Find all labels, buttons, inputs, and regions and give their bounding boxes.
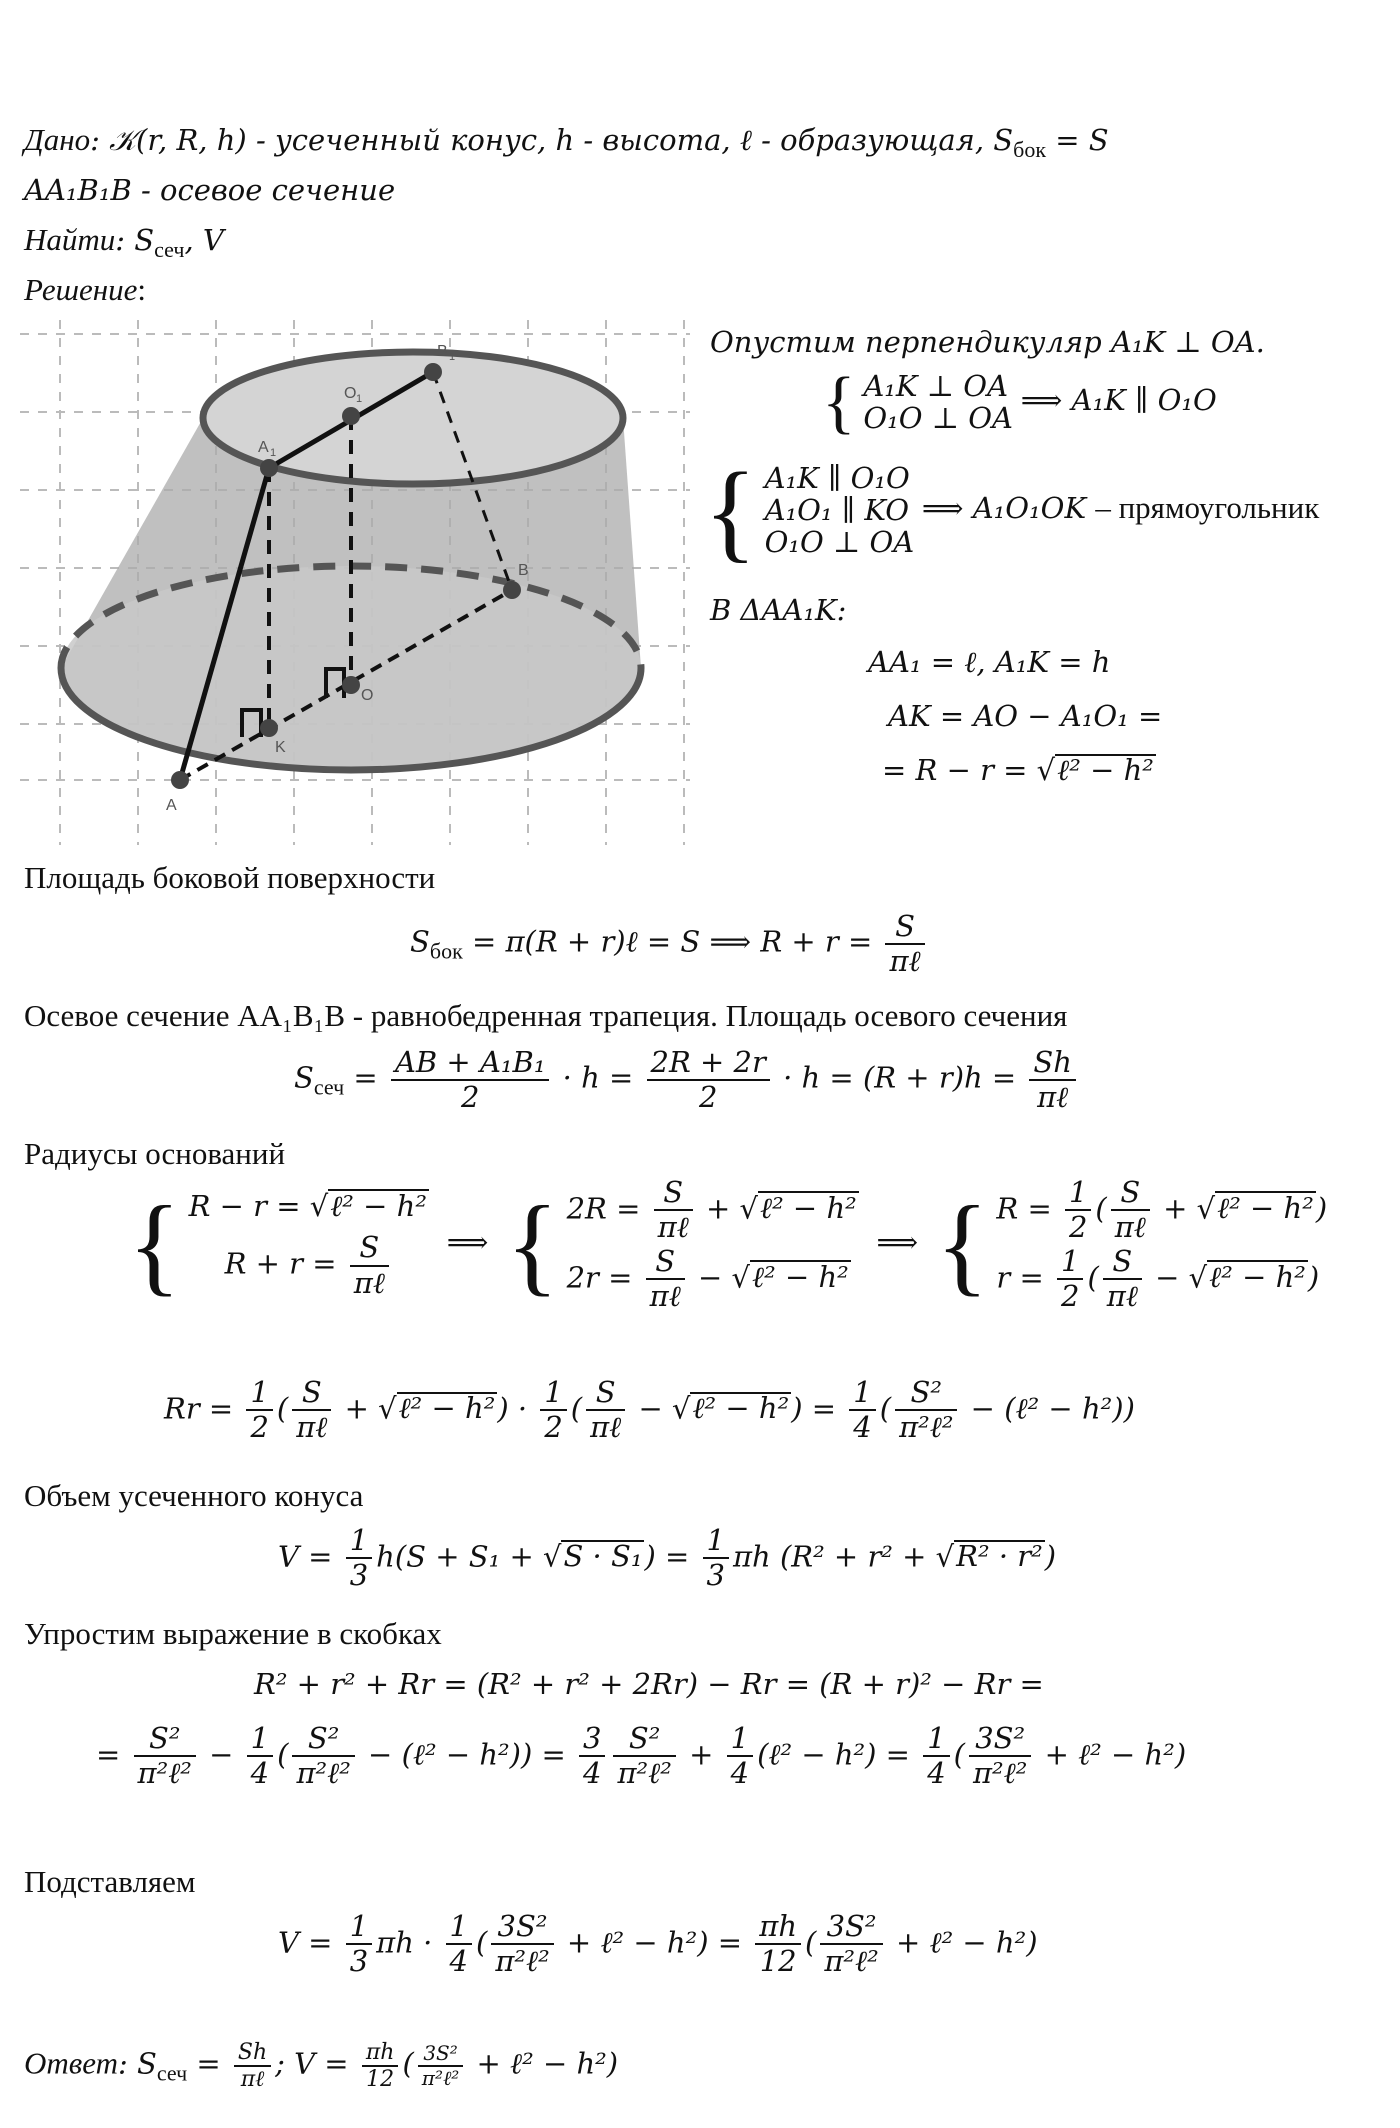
label-O: O	[361, 687, 374, 704]
brace-icon: {	[704, 450, 757, 572]
find-line	[24, 224, 224, 261]
given-text: : 𝒦(r, R, h) - усеченный конус, h - высота, ℓ - образующая, S	[90, 123, 1014, 157]
given2-line	[24, 174, 395, 205]
label-O1-sub: 1	[356, 393, 363, 405]
label-A1: A	[258, 439, 269, 456]
truncated-cone-figure	[20, 320, 690, 850]
point-K	[260, 719, 278, 737]
given-line	[24, 124, 1109, 161]
point-A	[171, 771, 189, 789]
point-O1	[342, 407, 360, 425]
given-sub: бок	[1013, 137, 1047, 163]
step1-system1: { A₁K ⊥ OA O₁O ⊥ OA ⟹ A₁K ∥ O₁O	[822, 364, 1217, 441]
substitute-title: Подставляем	[24, 1864, 196, 1899]
lateral-title: Площадь боковой поверхности	[24, 860, 436, 895]
brace-icon: {	[822, 364, 856, 441]
answer-line: Ответ: $S_{сеч}$ = $\frac{Sh}{\text{πℓ}}$ ; V = $\frac{\pi h}{12}$ ( $\frac{\text{3S²}}{\text{π²ℓ²}}$ + ℓ² − h²)	[24, 2040, 619, 2093]
label-O1: O	[344, 385, 357, 402]
substitute-formula: V = $\frac{1}{3}$ πh · $\frac{1}{4}$ ( $\frac{\text{3S²}}{\text{π²ℓ²}}$ + ℓ² − h²) = $\frac{\pi h}{12}$ ( $\frac{\text{3S²}}{\text{π²ℓ²}}$ + ℓ² − h²)	[278, 1909, 1038, 1979]
label-B1-sub: 1	[449, 351, 456, 363]
simplify-title: Упростим выражение в скобках	[24, 1616, 442, 1651]
axial-formula: $S_{сеч}$ = $\frac{\text{AB + A₁B₁}}{2}$ · h = $\frac{2R + 2r}{2}$ · h = (R + r)h = $\frac{Sh}{\text{πℓ}}$	[294, 1046, 1080, 1115]
point-A1	[260, 459, 278, 477]
step1-eq1: AA₁ = ℓ, A₁K = h	[868, 645, 1111, 679]
find-text: : S	[115, 223, 155, 257]
given-tail: = S	[1046, 123, 1109, 157]
find-label: Найти	[24, 222, 116, 257]
radii-system: { R − r = √ℓ² − h² R + r = $\frac{S}{\text{πℓ}}$ ⟹ { 2R = $\frac{S}{\text{πℓ}}$ + √ℓ² − h² 2r = $\frac{S}{\text{πℓ}}$ − √ℓ² − h² ⟹ { R = $\frac{1}{2}$ ( $\frac{S}{\text{πℓ}}$ + √ℓ² − h²) r = $\frac{1}{2}$ ( $\frac{S}{\text{πℓ}}$ − √ℓ² − h²)	[128, 1175, 1328, 1314]
step1-eq2: AK = AO − A₁O₁ =	[888, 699, 1163, 733]
given-label: Дано	[24, 122, 91, 157]
lateral-formula: $S_{бок} = \pi(R$ + r)ℓ = S ⟹ R + r = $\frac{S}{\text{πℓ}}$	[410, 910, 929, 979]
label-B1: B	[437, 343, 448, 360]
find-sub: сеч	[154, 237, 185, 263]
label-K: K	[275, 739, 286, 756]
label-A1-sub: 1	[270, 447, 277, 459]
radii-title: Радиусы оснований	[24, 1136, 286, 1171]
point-O	[342, 676, 360, 694]
answer-label: Ответ	[24, 2045, 118, 2081]
point-B	[503, 581, 521, 599]
volume-title: Объем усеченного конуса	[24, 1478, 364, 1513]
find-tail: , V	[184, 223, 224, 257]
solution-line	[24, 274, 146, 305]
brace-icon: {	[128, 1183, 181, 1306]
step1-intro: Опустим перпендикуляр A₁K ⊥ OA.	[710, 325, 1265, 359]
simplify-line1: R² + r² + Rr = (R² + r² + 2Rr) − Rr = (R + r)² − Rr =	[254, 1667, 1044, 1701]
step1-eq3: = R − r = √ℓ² − h²	[882, 753, 1154, 787]
brace-icon: {	[935, 1183, 989, 1306]
label-A: A	[166, 797, 177, 814]
point-B1	[424, 363, 442, 381]
step1-triangle: В ΔAA₁K:	[710, 593, 847, 627]
simplify-line2: = $\frac{\text{S²}}{\text{π²ℓ²}}$ − $\frac{1}{4}$ ( $\frac{\text{S²}}{\text{π²ℓ²}}$ − (ℓ² − h²)) = $\frac{3}{4}$ $\frac{\text{S²}}{\text{π²ℓ²}}$ + $\frac{1}{4}$ (ℓ² − h²) = $\frac{1}{4}$ ( $\frac{\text{3S²}}{\text{π²ℓ²}}$ + ℓ² − h²)	[96, 1721, 1187, 1791]
step1-system2: { A₁K ∥ O₁O A₁O₁ ∥ KO O₁O ⊥ OA ⟹ A₁O₁OK – прямоугольник	[704, 450, 1320, 572]
volume-formula: V = $\frac{1}{3}$ h(S + S₁ + √S · S₁) = $\frac{1}{3}$ πh (R² + r² + √R² · r²)	[278, 1523, 1057, 1593]
given2-text: AA₁B₁B - осевое сечение	[24, 173, 396, 207]
brace-icon: {	[506, 1183, 559, 1306]
solution-colon: :	[137, 272, 146, 307]
label-B: B	[518, 562, 529, 579]
solution-label: Решение	[24, 272, 138, 307]
axial-title: Осевое сечение AA₁B₁B - равнобедренная трапеция. Площадь осевого сечения	[24, 998, 1068, 1033]
product-formula: Rr = $\frac{1}{2}$ ( $\frac{S}{\text{πℓ}}$ + √ℓ² − h²) · $\frac{1}{2}$ ( $\frac{S}{\text{πℓ}}$ − √ℓ² − h²) = $\frac{1}{4}$ ( $\frac{\text{S²}}{\text{π²ℓ²}}$ − (ℓ² − h²))	[164, 1375, 1135, 1445]
